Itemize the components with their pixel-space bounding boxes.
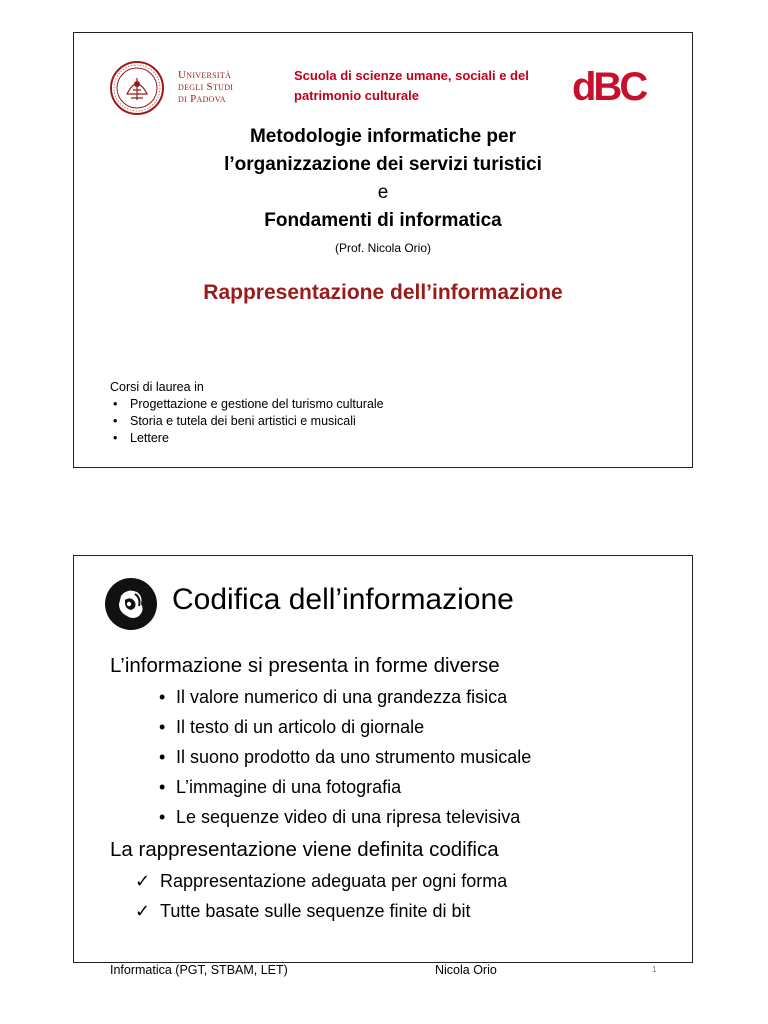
check-point-text: Tutte basate sulle sequenze finite di bit (160, 901, 471, 921)
slide-title: Codifica dell’informazione (172, 583, 514, 616)
course-conjunction: e (377, 182, 389, 203)
university-name-line: degli Studi (178, 81, 234, 93)
page-number: 1 (652, 965, 657, 974)
lecture-topic: Rappresentazione dell’informazione (203, 281, 563, 304)
sub-point: • Il testo di un articolo di giornale (159, 712, 680, 742)
check-point-text: Rappresentazione adeguata per ogni forma (160, 871, 508, 891)
sub-point: • Il suono prodotto da uno strumento musicale (159, 742, 680, 772)
degree-item: • Storia e tutela dei beni artistici e musicali (110, 413, 384, 430)
sub-point: • L’immagine di una fotografia (159, 772, 680, 802)
check-point (135, 896, 680, 926)
university-seal-icon (109, 60, 165, 116)
sub-point-list (110, 682, 680, 832)
university-name (178, 69, 233, 105)
check-point (135, 866, 680, 896)
footer-author: Nicola Orio (435, 963, 497, 977)
sub-point: • Il valore numerico di una grandezza fisica (159, 682, 680, 712)
course-title-line: Fondamenti di informatica (264, 210, 502, 231)
main-point: La rappresentazione viene definita codifica (110, 838, 499, 861)
check-mark-icon: ✓ (135, 901, 151, 921)
thinker-icon (105, 578, 157, 630)
course-title-line: l’organizzazione dei servizi turistici (224, 154, 542, 175)
course-title (74, 123, 692, 235)
check-point-list (110, 866, 680, 926)
degree-list (110, 379, 384, 447)
degree-label: Corsi di laurea in (110, 380, 204, 394)
professor-name: (Prof. Nicola Orio) (334, 241, 432, 255)
university-name-line: Università (178, 69, 232, 81)
main-point: L’informazione si presenta in forme diverse (110, 654, 500, 677)
school-name: Scuola di scienze umane, sociali e del patrimonio culturale (294, 68, 529, 103)
dbc-logo: dBC (572, 65, 646, 109)
slide-body (110, 652, 680, 926)
degree-item: • Lettere (110, 430, 384, 447)
check-mark-icon: ✓ (135, 871, 151, 891)
sub-point: • Le sequenze video di una ripresa televisiva (159, 802, 680, 832)
footer-course: Informatica (PGT, STBAM, LET) (110, 963, 288, 977)
course-title-line: Metodologie informatiche per (249, 126, 517, 147)
title-slide (73, 32, 693, 468)
content-slide (73, 555, 693, 977)
degree-item: • Progettazione e gestione del turismo culturale (110, 396, 384, 413)
university-name-line: di Padova (178, 93, 226, 105)
